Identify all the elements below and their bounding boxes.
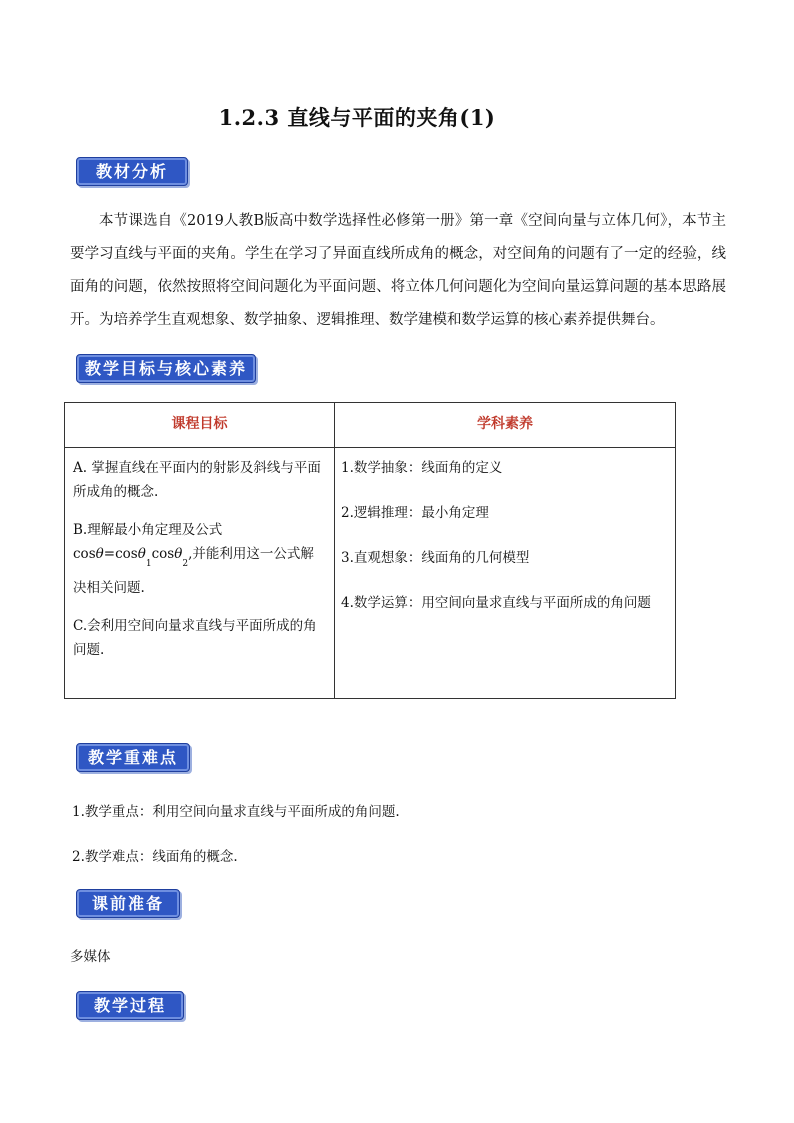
- keypoint-difficulty: 2.教学难点：线面角的概念.: [72, 849, 238, 865]
- goals-table: [64, 402, 676, 699]
- section-badge-goals: 教学目标与核心素养: [76, 354, 256, 383]
- literacy-item: 4.数学运算：用空间向量求直线与平面所成的角问题: [341, 595, 651, 611]
- table-header-row: [65, 403, 676, 448]
- table-row: [65, 448, 676, 699]
- course-goals-cell: [65, 448, 335, 699]
- subject-literacy-cell: [335, 448, 676, 699]
- literacy-item: 3.直观想象：线面角的几何模型: [341, 550, 530, 566]
- goal-b: B.理解最小角定理及公式 cosθ=cosθ$_1$cosθ$_2$,并能利用这一公式解决相关问题.: [73, 522, 314, 596]
- header-course-goals: 课程目标: [65, 403, 335, 448]
- analysis-paragraph: 本节课选自《2019人教B版高中数学选择性必修第一册》第一章《空间向量与立体几何》，本节主要学习直线与平面的夹角。学生在学习了异面直线所成角的概念，对空间角的问题有了一定的经验，线面角的问题，依然按照将空间问题化为平面问题、将立体几何问题化为空间向量运算问题的基本思路展开。为培养学生直观想象、数学抽象、逻辑推理、数学建模和数学运算的核心素养提供舞台。: [70, 213, 726, 328]
- prep-text: 多媒体: [70, 949, 111, 965]
- section-badge-analysis: 教材分析: [76, 157, 188, 186]
- goal-c: C.会利用空间向量求直线与平面所成的角问题.: [73, 618, 317, 658]
- goal-a: A. 掌握直线在平面内的射影及斜线与平面所成角的概念.: [73, 460, 321, 500]
- section-badge-prep: 课前准备: [76, 889, 180, 918]
- page-title: 1.2.3 直线与平面的夹角(1): [218, 105, 496, 130]
- literacy-item: 1.数学抽象：线面角的定义: [341, 460, 503, 476]
- header-subject-literacy: 学科素养: [335, 403, 676, 448]
- keypoint-focus: 1.教学重点：利用空间向量求直线与平面所成的角问题.: [72, 804, 400, 820]
- section-badge-process: 教学过程: [76, 991, 184, 1020]
- section-badge-keypoints: 教学重难点: [76, 743, 190, 772]
- literacy-item: 2.逻辑推理：最小角定理: [341, 505, 489, 521]
